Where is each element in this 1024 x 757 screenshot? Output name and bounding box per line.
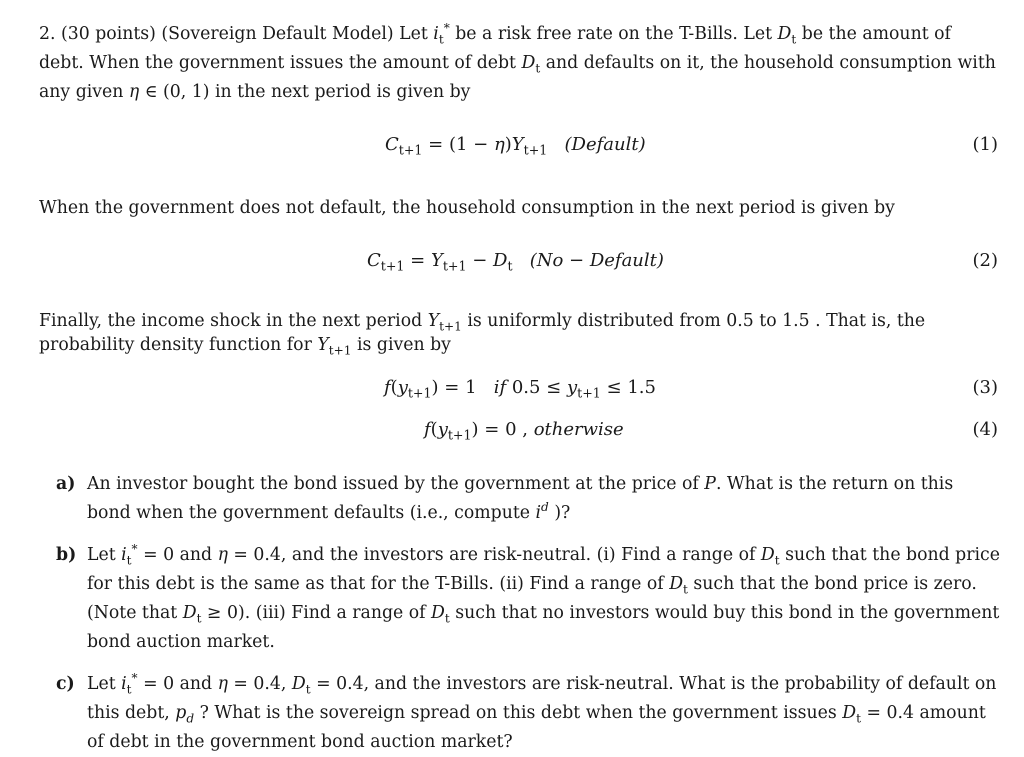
part-c-text: and <box>179 674 213 694</box>
part-c-text: , and the investors are risk-neutral. What is the probability of default on this debt, <box>87 674 997 723</box>
part-b-text: and <box>179 545 213 565</box>
income-text: is uniformly distributed from 0.5 to 1.5 . That is, the probability density function for <box>39 311 926 355</box>
equation-4: $f(y_{t+1}) = 0$ , otherwise (4) <box>424 419 998 443</box>
part-c-text: amount of debt in the government bond auction market? <box>87 703 986 752</box>
income-text: Finally, the income shock in the next period <box>39 311 423 331</box>
no-default-paragraph <box>39 194 1001 223</box>
part-a-label: a) <box>56 474 76 494</box>
part-b-text: such that the bond price for this debt is the same as that for the T-Bills. (ii) Find a range of <box>87 545 1000 594</box>
problem-title: (Sovereign Default Model) <box>161 24 394 44</box>
part-b-label: b) <box>56 545 77 565</box>
intro-paragraph: 2. (30 points) (Sovereign Default Model) Let $i_t^*$ be a risk free rate on the T-Bills. Let $D_t$ be the amount of debt. When the government issues the amount of debt $D_t$ and defaults on it, the household consumption with any given η ∈ (0, 1) in the next period is given by <box>39 21 996 102</box>
part-a-text: . What is the return on this bond when the government defaults (i.e., compute <box>87 474 954 523</box>
part-b-text: ). (iii) Find a range of <box>237 603 426 623</box>
intro-text: be a risk free rate on the T-Bills. Let <box>455 24 773 44</box>
income-paragraph: Finally, the income shock in the next period $Y_{t+1}$ is uniformly distributed from 0.5 to 1.5 . That is, the probability density function for $Y_{t+1}$ is given by <box>39 311 926 358</box>
part-c: c) Let $i_t^* = 0$ and η = 0.4, $D_t = 0.4$, and the investors are risk-neutral. What is the probability of default on this debt, $p_d$ ? What is the sovereign spread on this debt when the government issues $D_t = 0.4$ amount of debt in the government bond auction market? <box>56 671 997 752</box>
equation-4-number: (4) <box>972 419 998 440</box>
equation-1-label: (Default) <box>564 134 646 155</box>
intro-text: in the next period is given by <box>215 82 471 102</box>
equation-3: $f(y_{t+1}) = 1$ if $0.5 \le y_{t+1} \le 1.5$ (3) <box>384 377 998 401</box>
no-default-text: When the government does not default, the household consumption in the next period is given by <box>39 198 895 218</box>
part-a: a) An investor bought the bond issued by the government at the price of P. What is the return on this bond when the government defaults (i.e., compute $i^d$ )? <box>56 470 1001 528</box>
part-c-label: c) <box>56 674 75 694</box>
intro-text: Let <box>399 24 428 44</box>
part-a-text: An investor bought the bond issued by the government at the price of <box>87 474 699 494</box>
part-a-text: )? <box>554 503 571 523</box>
income-text: is given by <box>357 335 451 355</box>
intro-text: and defaults on it, the household consumption with any given <box>39 53 996 102</box>
equation-2-number: (2) <box>972 250 998 271</box>
equation-1-number: (1) <box>972 134 998 155</box>
problem-points: (30 points) <box>61 24 156 44</box>
equation-3-number: (3) <box>972 377 998 398</box>
equation-2: $C_{t+1} = Y_{t+1} - D_t$ (No − Default) (2) <box>367 250 998 274</box>
equation-1: $C_{t+1} = (1 - \eta)Y_{t+1}$ (Default) (1) <box>385 134 998 158</box>
part-b-text: such that no investors would buy this bond in the government bond auction market. <box>87 603 1000 652</box>
part-b-text: such that the bond price is zero. (Note that <box>87 574 977 623</box>
intro-text: be the amount of debt. When the government issues the amount of debt <box>39 24 951 73</box>
part-b-text: , and the investors are risk-neutral. (i) Find a range of <box>280 545 756 565</box>
part-c-text: ? What is the sovereign spread on this debt when the government issues <box>199 703 837 723</box>
equation-2-label: (No − Default) <box>529 250 664 271</box>
part-b: b) Let $i_t^* = 0$ and η = 0.4, and the investors are risk-neutral. (i) Find a range of $D_t$ such that the bond price for this debt is the same as that for the T-Bills. (ii) Find a range of $D_t$ such that the bond price is zero. (Note that $D_t \ge 0$). (iii) Find a range of $D_t$ such that no investors would buy this bond in the government bond auction market. <box>56 542 1000 652</box>
problem-number: 2. <box>39 24 56 44</box>
equation-4-label: otherwise <box>533 419 624 440</box>
